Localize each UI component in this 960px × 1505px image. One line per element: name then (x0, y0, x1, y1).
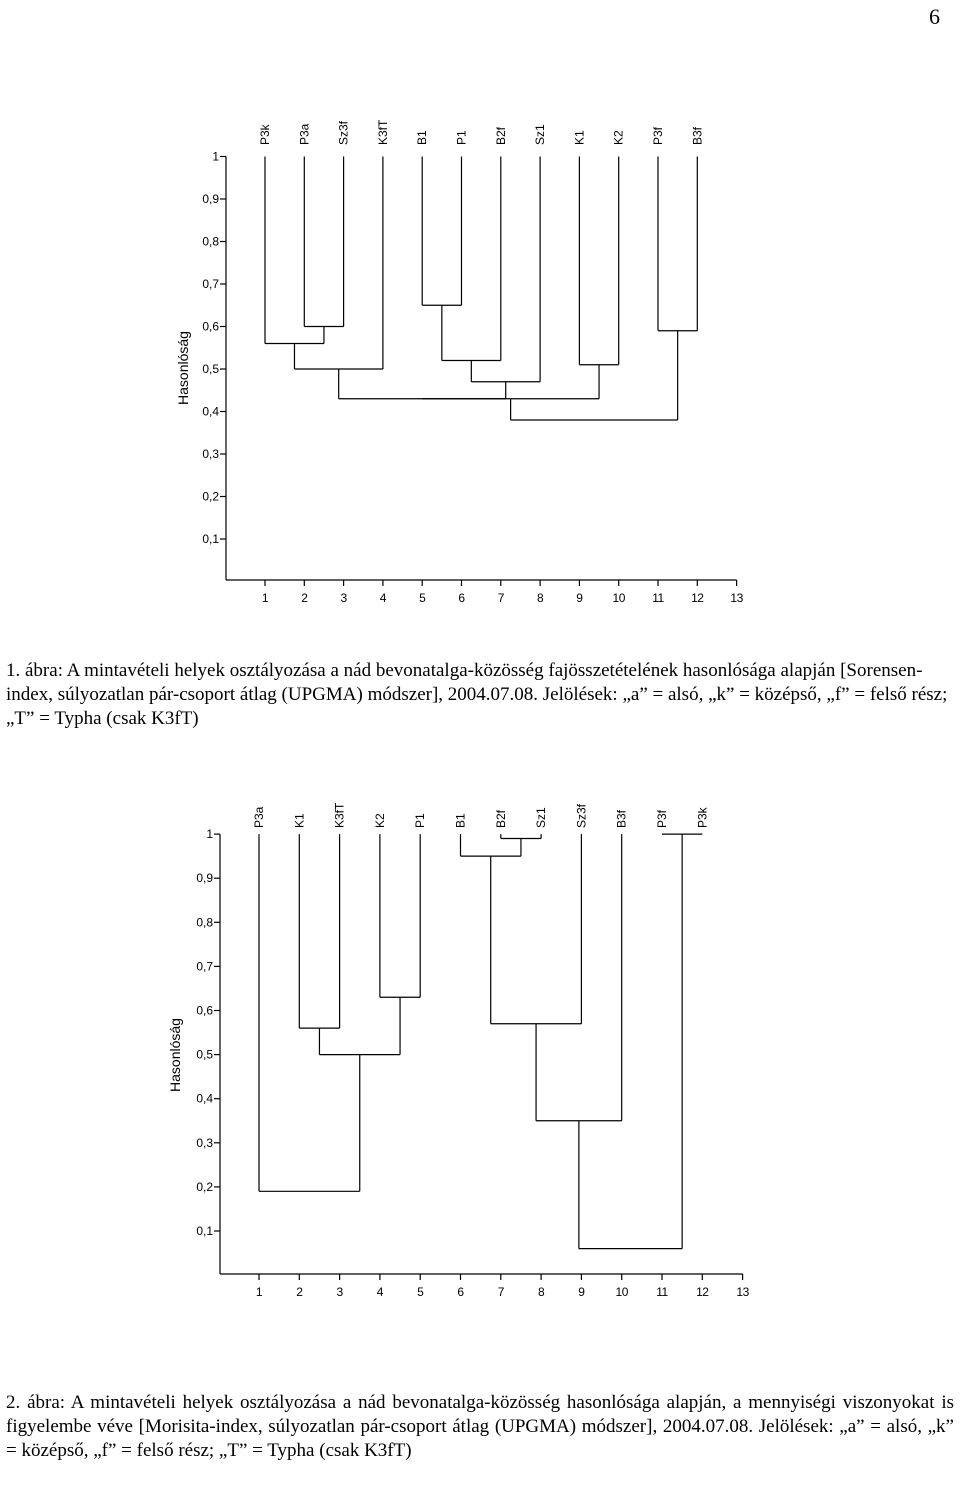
leaf-label: B2f (493, 126, 508, 145)
y-tick-label: 0,8 (196, 915, 213, 930)
x-tick-label: 3 (336, 1285, 343, 1299)
leaf-label: Sz1 (534, 807, 549, 828)
figure-2-caption: 2. ábra: A mintavételi helyek osztályozása a nád bevonatalga-közösség hasonlósága alapján, a mennyiségi viszonyokat is figyelembe véve [Morisita-index, súlyozatlan pár-csoport átlag (UPGMA) módszer], 2004.07.08. Jelölések: „a” = alsó, „k” = középső, „f” = felső rész; „T” = Typha (csak K3fT) (6, 1392, 954, 1461)
leaf-label: K2 (372, 813, 387, 828)
x-tick-label: 1 (261, 591, 269, 605)
leaf-label: B2f (493, 809, 508, 828)
x-tick-label: 9 (578, 1285, 585, 1299)
leaf-label: P3a (252, 806, 266, 828)
page-number: 6 (929, 4, 940, 29)
leaf-label: K3fT (332, 802, 347, 828)
x-tick-label: 3 (340, 591, 347, 605)
leaf-label: Sz3f (574, 803, 589, 828)
y-axis-title: Hasonlóság (175, 331, 191, 405)
x-tick-label: 10 (612, 591, 625, 605)
leaf-label: P3k (695, 807, 710, 828)
x-tick-label: 2 (301, 591, 308, 605)
y-tick-label: 0,9 (196, 871, 213, 886)
x-tick-label: 5 (417, 1285, 424, 1299)
dendrogram-chart-2 (0, 740, 960, 1305)
y-tick-label: 0,3 (202, 447, 219, 461)
dendrogram-2-svg (0, 740, 960, 1305)
x-tick-label: 8 (537, 591, 544, 605)
x-tick-label: 6 (458, 591, 465, 605)
y-tick-label: 0,2 (202, 489, 219, 504)
y-tick-label: 0,2 (196, 1179, 213, 1194)
y-axis-title: Hasonlóság (167, 1018, 183, 1092)
x-tick-label: 13 (736, 1285, 749, 1299)
figure-1-caption: 1. ábra: A mintavételi helyek osztályozása a nád bevonatalga-közösség fajösszetételének hasonlósága alapján [Sorensen-index, súlyozatlan pár-csoport átlag (UPGMA) módszer], 2004.07.08. Jelölések: „a” = alsó, „k” = középső, „f” = felső rész; „T” = Typha (csak K3fT) (6, 660, 948, 729)
y-tick-label: 0,1 (202, 532, 219, 546)
y-tick-label: 0,6 (202, 319, 219, 334)
x-tick-label: 12 (691, 591, 704, 605)
leaf-label: B3f (614, 809, 629, 828)
x-tick-label: 11 (652, 591, 664, 605)
leaf-label: B1 (415, 130, 430, 145)
x-tick-label: 12 (696, 1285, 709, 1299)
x-tick-label: 6 (457, 1285, 464, 1299)
y-tick-label: 0,4 (202, 404, 219, 419)
x-tick-label: 7 (497, 591, 504, 605)
leaf-label: B3f (690, 126, 705, 145)
x-tick-label: 8 (538, 1285, 545, 1299)
leaf-label: B1 (453, 813, 468, 828)
y-tick-label: 0,1 (196, 1224, 213, 1238)
leaf-label: P1 (454, 130, 469, 145)
leaf-label: Sz1 (533, 124, 548, 145)
y-tick-label: 1 (206, 827, 213, 842)
x-tick-label: 4 (379, 591, 386, 605)
x-tick-label: 9 (576, 591, 583, 605)
dendrogram-chart-1 (0, 0, 960, 620)
leaf-label: K3fT (375, 119, 390, 145)
y-tick-label: 0,7 (196, 959, 213, 974)
leaf-label: K1 (572, 130, 587, 145)
x-tick-label: 1 (255, 1285, 263, 1299)
y-tick-label: 1 (212, 149, 219, 164)
leaf-label: P1 (413, 813, 428, 828)
x-tick-label: 10 (615, 1285, 628, 1299)
leaf-label: P3f (655, 809, 669, 828)
y-tick-label: 0,8 (202, 234, 219, 249)
x-tick-label: 4 (376, 1285, 383, 1299)
y-tick-label: 0,5 (196, 1047, 213, 1062)
leaf-label: P3f (651, 126, 665, 145)
y-tick-label: 0,9 (202, 192, 219, 206)
y-tick-label: 0,3 (196, 1135, 213, 1150)
y-tick-label: 0,6 (196, 1003, 213, 1018)
leaf-label: K2 (611, 130, 626, 145)
y-tick-label: 0,5 (202, 362, 219, 376)
x-tick-label: 11 (656, 1285, 668, 1299)
leaf-label: P3a (297, 123, 312, 145)
x-tick-label: 5 (419, 591, 426, 605)
leaf-label: K1 (292, 813, 307, 828)
x-tick-label: 7 (497, 1285, 504, 1299)
dendrogram-1-svg (0, 0, 960, 620)
leaf-label: Sz3f (336, 120, 351, 145)
y-tick-label: 0,4 (196, 1091, 213, 1106)
x-tick-label: 2 (296, 1285, 303, 1299)
x-tick-label: 13 (730, 591, 743, 605)
leaf-label: P3k (258, 124, 272, 145)
y-tick-label: 0,7 (202, 277, 219, 291)
